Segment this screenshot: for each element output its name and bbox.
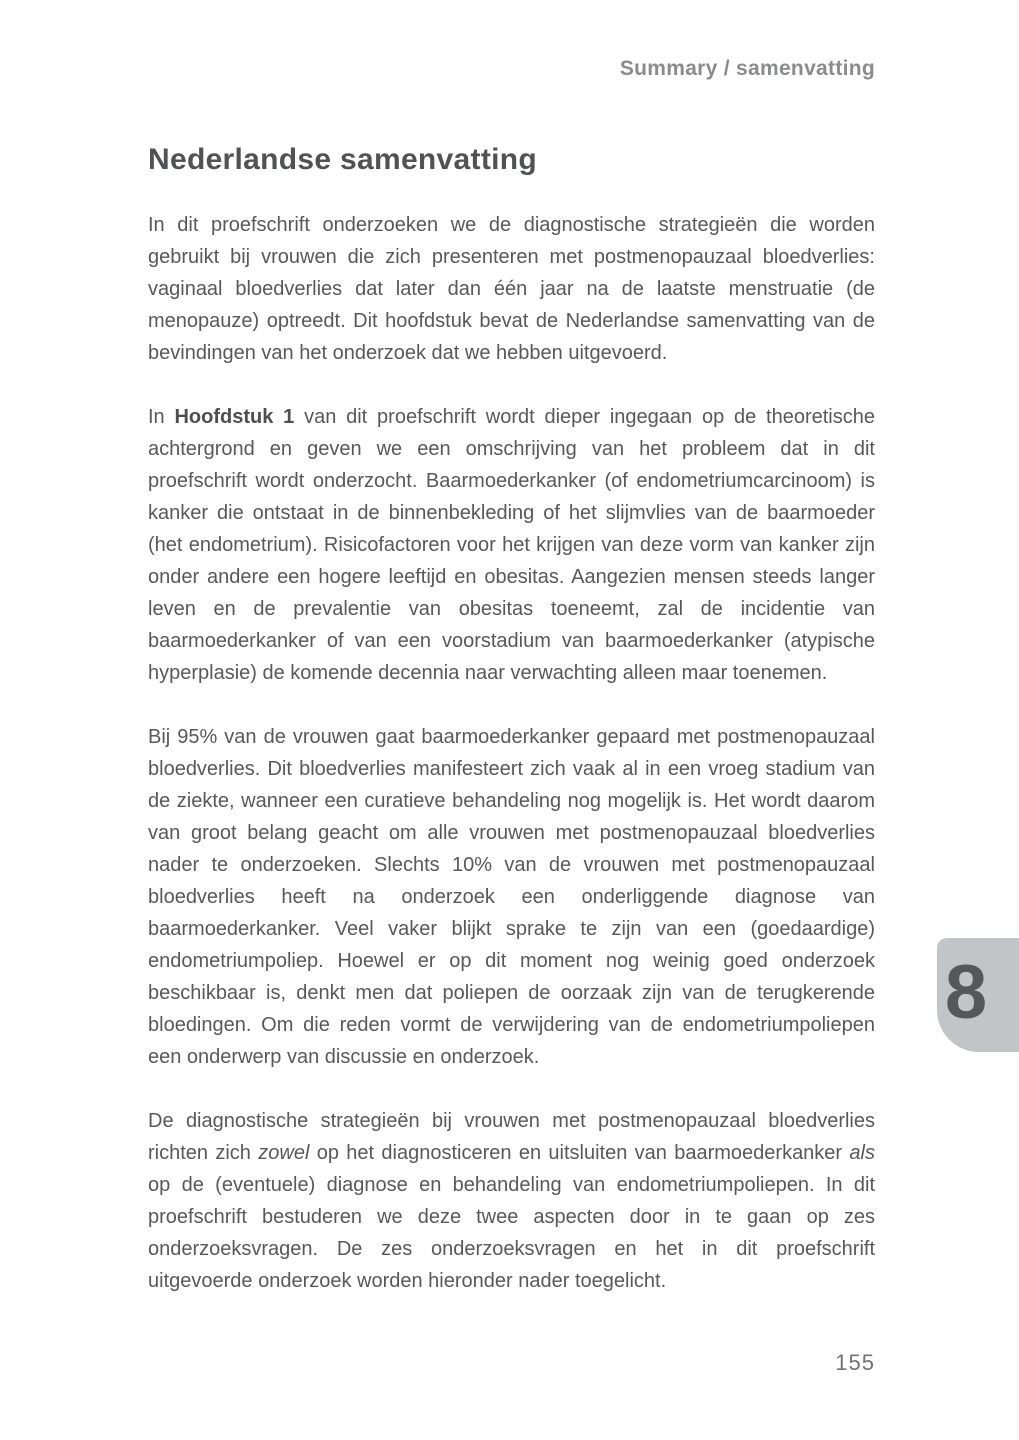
paragraph-segment-italic: als <box>849 1142 875 1164</box>
running-header: Summary / samenvatting <box>619 57 875 80</box>
paragraph <box>148 209 875 369</box>
paragraph <box>148 401 875 689</box>
chapter-number: 8 <box>944 950 988 1035</box>
paragraph-segment: In <box>148 406 175 428</box>
paragraph-segment: op het diagnosticeren en uitsluiten van baarmoederkanker <box>309 1142 850 1164</box>
paragraph-segment: De diagnostische strategieën bij vrouwen met postmenopauzaal bloedverlies richten zich <box>148 1110 875 1164</box>
paragraph-segment: op de (eventuele) diagnose en behandeling van endometriumpoliepen. In dit proefschrift bestuderen we deze twee aspecten door in te gaan op zes onderzoeksvragen. De zes onderzoeksvragen en het in dit proefschrift uitgevoerde onderzoek worden hieronder nader toegelicht. <box>148 1174 875 1292</box>
chapter-thumb-tab <box>937 938 1019 1052</box>
page-title: Nederlandse samenvatting <box>148 143 537 176</box>
paragraph <box>148 721 875 1073</box>
paragraph-segment: In dit proefschrift onderzoeken we de diagnostische strategieën die worden gebruikt bij vrouwen die zich presenteren met postmenopauzaal bloedverlies: vaginaal bloedverlies dat later dan één jaar na de laatste menstruatie (de menopauze) optreedt. Dit hoofdstuk bevat de Nederlandse samenvatting van de bevindingen van het onderzoek dat we hebben uitgevoerd. <box>148 214 875 364</box>
body-paragraphs <box>148 209 875 1329</box>
paragraph-segment: van dit proefschrift wordt dieper ingegaan op de theoretische achtergrond en geven we een omschrijving van het probleem dat in dit proefschrift wordt onderzocht. Baarmoederkanker (of endometriumcarcinoom) is kanker die ontstaat in de binnenbekleding of het slijmvlies van de baarmoeder (het endometrium). Risicofactoren voor het krijgen van deze vorm van kanker zijn onder andere een hogere leeftijd en obesitas. Aangezien mensen steeds langer leven en de prevalentie van obesitas toeneemt, zal de incidentie van baarmoederkanker of van een voorstadium van baarmoederkanker (atypische hyperplasie) de komende decennia naar verwachting alleen maar toenemen. <box>148 406 875 684</box>
page-number: 155 <box>835 1350 875 1375</box>
paragraph-segment: Bij 95% van de vrouwen gaat baarmoederkanker gepaard met postmenopauzaal bloedverlies. Dit bloedverlies manifesteert zich vaak al in een vroeg stadium van de ziekte, wanneer een curatieve behandeling nog mogelijk is. Het wordt daarom van groot belang geacht om alle vrouwen met postmenopauzaal bloedverlies nader te onderzoeken. Slechts 10% van de vrouwen met postmenopauzaal bloedverlies heeft na onderzoek een onderliggende diagnose van baarmoederkanker. Veel vaker blijkt sprake te zijn van een (goedaardige) endometriumpoliep. Hoewel er op dit moment nog weinig goed onderzoek beschikbaar is, denkt men dat poliepen de oorzaak zijn van de terugkerende bloedingen. Om die reden vormt de verwijdering van de endometriumpoliepen een onderwerp van discussie en onderzoek. <box>148 726 875 1068</box>
paragraph-segment-italic: zowel <box>258 1142 310 1164</box>
paragraph <box>148 1105 875 1297</box>
paragraph-segment-bold: Hoofdstuk 1 <box>174 406 295 428</box>
